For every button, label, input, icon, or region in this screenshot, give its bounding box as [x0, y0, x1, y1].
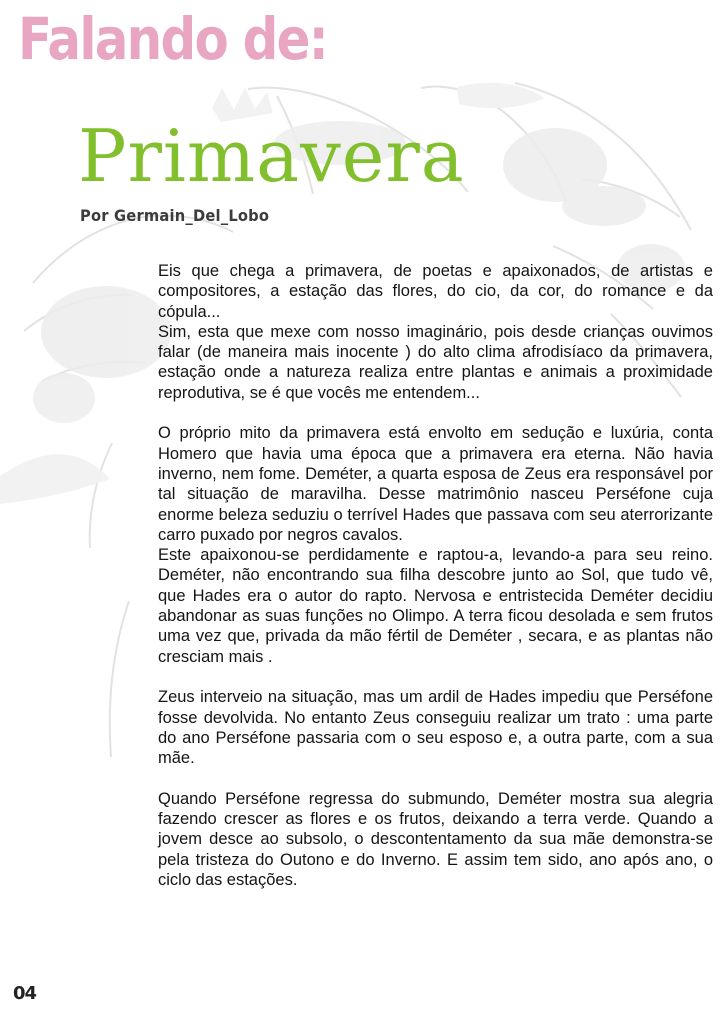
article-paragraph-2-line-1: O próprio mito da primavera está envolto em sedução e luxúria, conta Homero que havia uma época que a primavera era eterna. Não havia inverno, nem fome. Deméter, a quarta esposa de Zeus era responsável por tal situação de maravilha. Desse matrimônio nasceu Perséfone cuja enorme beleza seduziu o terrível Hades que passava com seu aterrorizante carro puxado por negros cavalos. [158, 424, 713, 544]
author-byline: Por Germain_Del_Lobo [80, 206, 270, 225]
article-paragraph-2-line-2: Este apaixonou-se perdidamente e raptou-a, levando-a para seu reino. Deméter, não encontrando sua filha descobre junto ao Sol, que tudo vê, que Hades era o autor do rapto. Nervosa e entristecida Deméter decidiu abandonar as suas funções no Olimpo. A terra ficou desolada e sem frutos uma vez que, privada da mão fértil de Deméter , secara, e as plantas não cresciam mais . [158, 546, 713, 666]
article-paragraph-1-line-2: Sim, esta que mexe com nosso imaginário, pois desde crianças ouvimos falar (de maneira mais inocente ) do alto clima afrodisíaco da primavera, estação onde a natureza realiza entre plantas e animais a proximidade reprodutiva, se é que vocês me entendem... [158, 322, 713, 402]
article-paragraph-3 [158, 687, 713, 768]
article-paragraph-3-line-1: Zeus interveio na situação, mas um ardil de Hades impediu que Perséfone fosse devolvida. No entanto Zeus conseguiu realizar um trato : uma parte do ano Perséfone passaria com o seu esposo e, a outra parte, com a sua mãe. [158, 688, 713, 768]
article-paragraph-4 [158, 789, 713, 890]
article-title: Primavera [78, 114, 465, 198]
article-paragraph-1-line-1: Eis que chega a primavera, de poetas e apaixonados, de artistas e compositores, a estação das flores, do cio, da cor, do romance e da cópula... [158, 262, 713, 321]
article-paragraph-4-line-1: Quando Perséfone regressa do submundo, Deméter mostra sua alegria fazendo crescer as flores e os frutos, deixando a terra verde. Quando a jovem desce ao subsolo, o descontentamento da sua mãe demonstra-se pela tristeza do Outono e do Inverno. E assim tem sido, ano após ano, o ciclo das estações. [158, 789, 713, 889]
article-paragraph-1 [158, 261, 713, 403]
page-number: 04 [13, 983, 37, 1004]
article-body [158, 261, 713, 890]
article-paragraph-2 [158, 423, 713, 667]
series-title: Falando de: [18, 5, 327, 73]
